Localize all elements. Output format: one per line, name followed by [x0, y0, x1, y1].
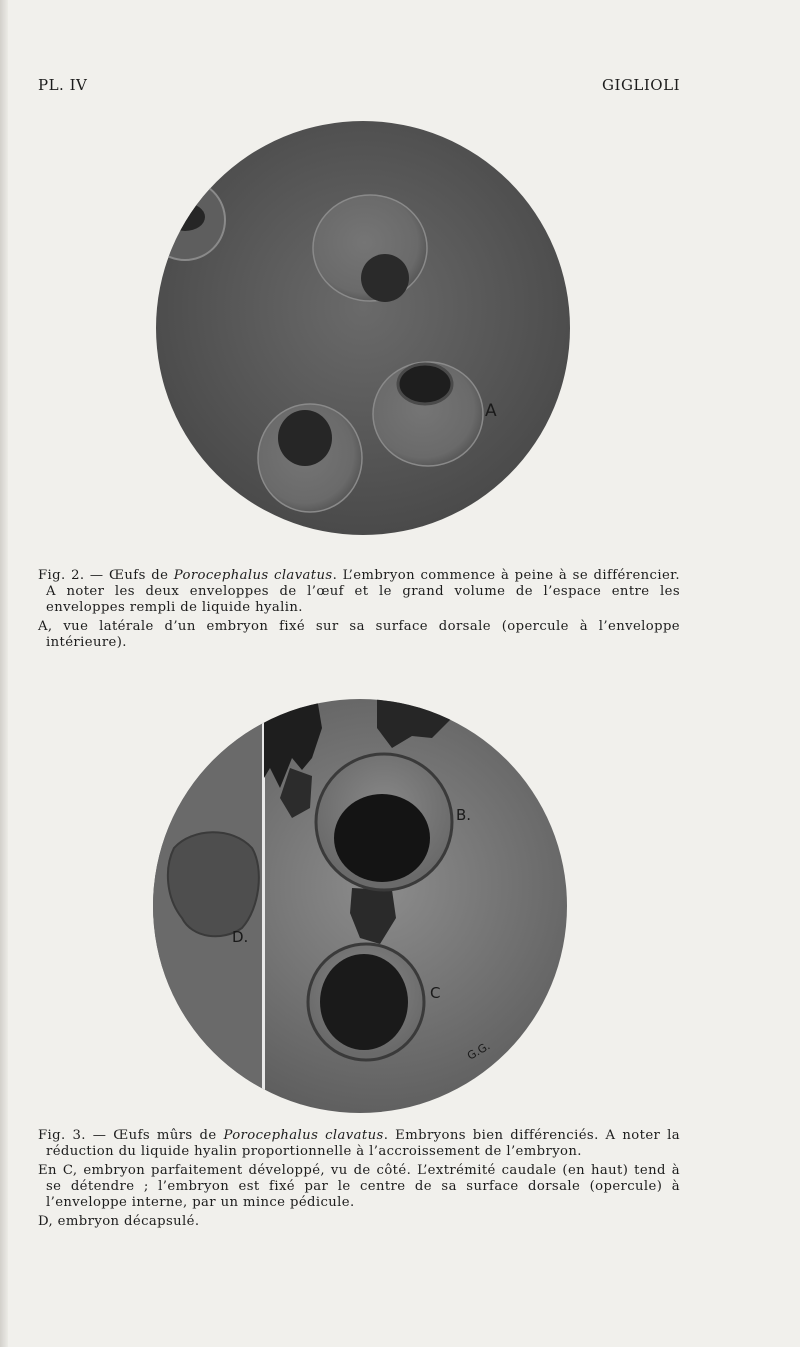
partial-egg — [145, 180, 225, 260]
plate-number: PL. IV — [38, 76, 88, 94]
fig-3-title: Œufs mûrs de — [113, 1128, 217, 1143]
caption-3-paragraph-1 — [38, 1128, 680, 1160]
microscope-field — [156, 121, 570, 535]
embryo-top — [361, 254, 409, 302]
figure-2-micrograph — [155, 120, 571, 536]
figure-2-caption — [38, 568, 680, 654]
fig-2-species: Porocephalus clavatus — [173, 568, 333, 583]
figure-3-micrograph — [152, 698, 568, 1114]
fig-2-label: Fig. 2. — — [38, 568, 104, 583]
fig-3-label: Fig. 3. — — [38, 1128, 107, 1143]
label-d: D. — [232, 928, 249, 946]
label-b: B. — [456, 806, 472, 824]
author-name: GIGLIOLI — [602, 76, 680, 94]
fig-2-title: Œufs de — [109, 568, 169, 583]
label-a: A — [485, 401, 497, 421]
signature: G.G. — [465, 1039, 493, 1063]
page-edge-shadow — [0, 0, 8, 1347]
caption-2-paragraph-1 — [38, 568, 680, 616]
embryo-b — [334, 794, 430, 882]
fig-3-species: Porocephalus clavatus — [223, 1128, 384, 1143]
fig-2-description: . L’embryon commence à peine à se différencier. A noter les deux enveloppes de l’œuf et le grand volume de l’espace entre les enveloppes rempli de liquide hyalin. — [46, 568, 680, 615]
fig-3-description: . Embryons bien différenciés. A noter la réduction du liquide hyalin proportionnelle à l’accroissement de l’embryon. — [46, 1128, 681, 1159]
caption-2-paragraph-2: A, vue latérale d’un embryon fixé sur sa surface dorsale (opercule à l’enveloppe intérieure). — [38, 619, 680, 650]
caption-3-paragraph-3: D, embryon décapsulé. — [38, 1214, 200, 1229]
partial-embryo — [165, 203, 205, 231]
figure-3-caption — [38, 1128, 680, 1233]
label-c: C — [430, 984, 441, 1002]
embryo-a — [398, 364, 452, 404]
embryo-bottom — [278, 410, 332, 466]
embryo-c — [320, 954, 408, 1050]
caption-3-paragraph-2: En C, embryon parfaitement développé, vu de côté. L’extrémité caudale (en haut) tend à se détendre ; l’embryon est fixé par le centre de sa surface dorsale (opercule) à l’enveloppe interne, par un mince pédicule. — [38, 1163, 680, 1210]
